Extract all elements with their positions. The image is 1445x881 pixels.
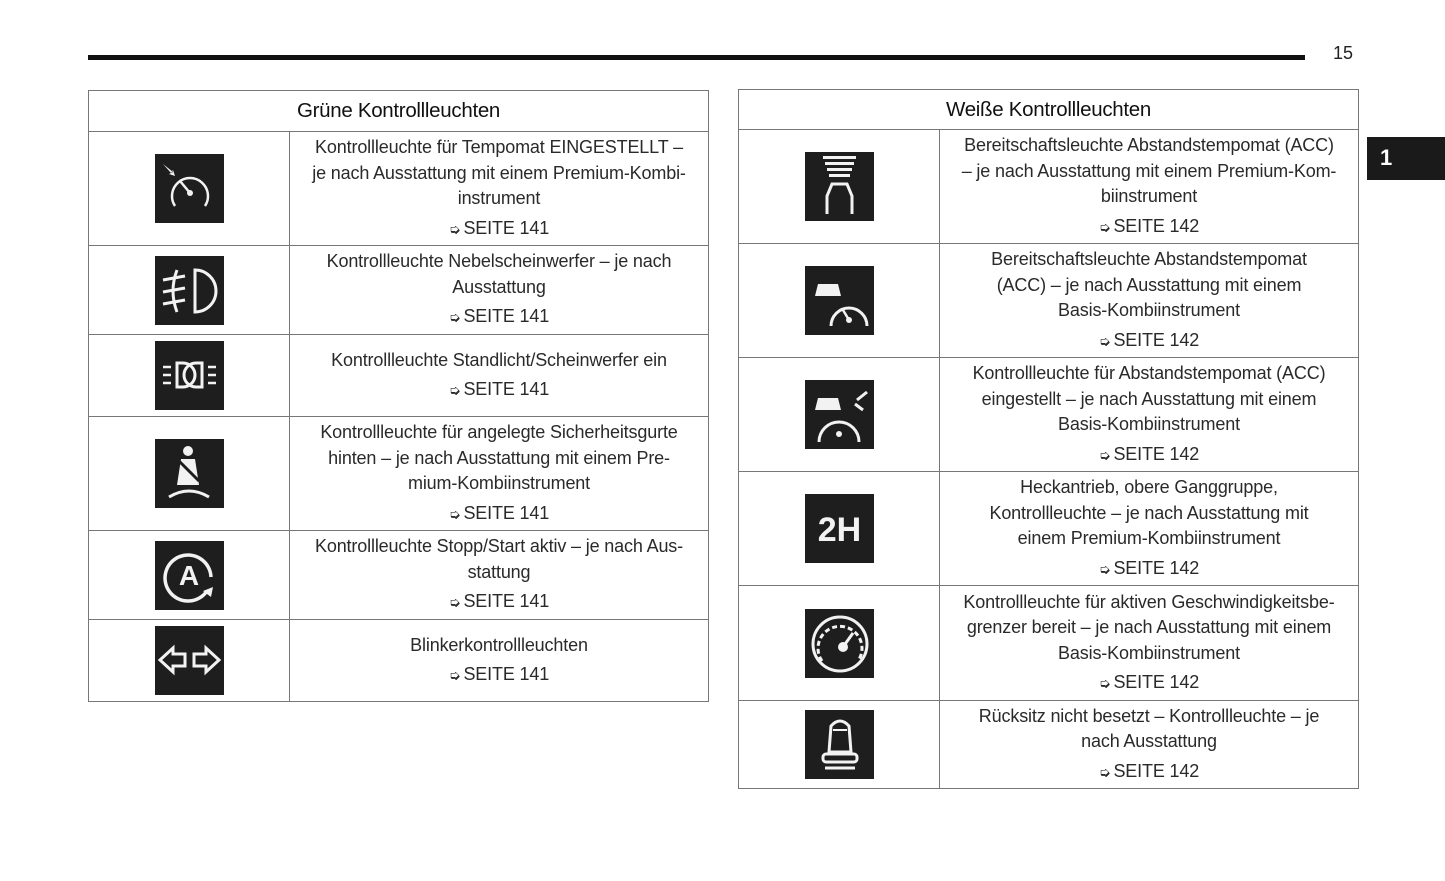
description-line: Kontrollleuchte – je nach Ausstattung mit bbox=[989, 502, 1309, 523]
arrow-right-icon: ➭ bbox=[448, 667, 461, 683]
page-reference-link[interactable] bbox=[290, 216, 708, 243]
header-rule bbox=[88, 55, 1305, 60]
arrow-right-icon: ➭ bbox=[448, 309, 461, 326]
description-cell bbox=[290, 620, 709, 702]
page-reference-link[interactable] bbox=[290, 304, 708, 331]
page-reference-text: SEITE 141 bbox=[463, 664, 550, 684]
icon-cell bbox=[739, 701, 940, 789]
page-reference-text: SEITE 141 bbox=[463, 306, 550, 327]
white-indicators-table bbox=[738, 89, 1359, 789]
description-line: grenzer bereit – je nach Ausstattung mit einem bbox=[966, 617, 1332, 637]
description-line: stattung bbox=[467, 561, 531, 582]
description-line: Basis-Kombiinstrument bbox=[1058, 300, 1240, 320]
description-cell bbox=[940, 244, 1359, 358]
description-cell bbox=[940, 130, 1359, 244]
arrow-right-icon: ➭ bbox=[448, 220, 461, 237]
description-cell bbox=[940, 358, 1359, 472]
page-reference-text: SEITE 141 bbox=[463, 217, 550, 238]
description-line: Rücksitz nicht besetzt – Kontrollleuchte – je bbox=[978, 705, 1320, 726]
page-reference-link[interactable] bbox=[290, 501, 708, 528]
page-number: 15 bbox=[1333, 43, 1354, 63]
icon-cell bbox=[89, 620, 290, 702]
table-row bbox=[89, 417, 709, 531]
arrow-right-icon: ➭ bbox=[1098, 675, 1111, 691]
description-line: nach Ausstattung bbox=[1081, 731, 1217, 752]
page-reference-text: SEITE 142 bbox=[1113, 672, 1200, 692]
page-reference-link[interactable] bbox=[290, 377, 708, 404]
table-row bbox=[739, 472, 1359, 586]
description-cell bbox=[290, 335, 709, 417]
page-reference-text: SEITE 142 bbox=[1113, 557, 1200, 578]
description-cell bbox=[290, 531, 709, 620]
arrow-right-icon: ➭ bbox=[1098, 218, 1111, 235]
page-reference-link[interactable] bbox=[940, 670, 1358, 697]
table-row bbox=[89, 246, 709, 335]
description-line: Bereitschaftsleuchte Abstandstempomat (ACC) bbox=[964, 135, 1334, 155]
arrow-right-icon: ➭ bbox=[1098, 560, 1111, 577]
acc-set-icon bbox=[805, 380, 874, 449]
description-line: Kontrollleuchte für Abstandstempomat (ACC) bbox=[972, 363, 1326, 383]
arrow-right-icon: ➭ bbox=[448, 505, 461, 522]
description-line: Kontrollleuchte Nebelscheinwerfer – je nach bbox=[326, 251, 672, 272]
icon-cell bbox=[739, 130, 940, 244]
description-line: einem Premium-Kombiinstrument bbox=[1017, 528, 1281, 548]
arrow-right-icon: ➭ bbox=[1098, 332, 1111, 349]
description-line: biinstrument bbox=[1100, 186, 1198, 206]
description-cell bbox=[290, 417, 709, 531]
icon-cell bbox=[739, 472, 940, 586]
turn-signal-icon bbox=[155, 626, 224, 695]
table-title: Weiße Kontrollleuchten bbox=[739, 90, 1359, 130]
page-reference-link[interactable] bbox=[940, 759, 1358, 786]
seatbelt-icon bbox=[155, 439, 224, 508]
table-row bbox=[739, 358, 1359, 472]
icon-cell bbox=[739, 586, 940, 701]
page-reference-text: SEITE 142 bbox=[1113, 215, 1200, 236]
description-line: (ACC) – je nach Ausstattung mit einem bbox=[996, 274, 1302, 295]
description-cell bbox=[940, 472, 1359, 586]
description-line: je nach Ausstattung mit einem Premium-Kombi- bbox=[312, 162, 686, 183]
description-line: Kontrollleuchte Stopp/Start aktiv – je nach Aus- bbox=[314, 536, 683, 557]
parking-light-icon bbox=[155, 341, 224, 410]
description-line: instrument bbox=[457, 188, 541, 208]
icon-cell bbox=[89, 417, 290, 531]
page-reference-text: SEITE 141 bbox=[463, 379, 550, 399]
description-line: eingestellt – je nach Ausstattung mit einem bbox=[981, 388, 1317, 409]
description-line: mium-Kombiinstrument bbox=[407, 473, 591, 493]
svg-text:A: A bbox=[178, 559, 199, 591]
table-row bbox=[89, 620, 709, 702]
description-cell bbox=[290, 132, 709, 246]
table-row bbox=[739, 244, 1359, 358]
description-line: Basis-Kombiinstrument bbox=[1058, 414, 1240, 434]
page-reference-text: SEITE 142 bbox=[1113, 329, 1200, 350]
table-row bbox=[89, 531, 709, 620]
page-reference-link[interactable] bbox=[940, 556, 1358, 583]
page-reference-text: SEITE 141 bbox=[463, 502, 550, 523]
page-reference-link[interactable] bbox=[940, 442, 1358, 469]
description-cell bbox=[940, 586, 1359, 701]
table-row bbox=[89, 335, 709, 417]
description-line: Heckantrieb, obere Ganggruppe, bbox=[1020, 477, 1278, 497]
arrow-right-icon: ➭ bbox=[448, 382, 461, 398]
description-line: Basis-Kombiinstrument bbox=[1058, 642, 1240, 663]
table-row bbox=[739, 586, 1359, 701]
icon-label: 2H bbox=[817, 511, 861, 549]
acc-ready-premium-icon bbox=[805, 152, 874, 221]
description-line: Kontrollleuchte für angelegte Sicherheitsgurte bbox=[320, 422, 678, 442]
arrow-right-icon: ➭ bbox=[448, 594, 461, 611]
description-line: Kontrollleuchte für Tempomat EINGESTELLT – bbox=[315, 137, 683, 157]
description-line: Bereitschaftsleuchte Abstandstempomat bbox=[991, 249, 1307, 269]
table-row bbox=[89, 132, 709, 246]
page-reference-link[interactable] bbox=[940, 328, 1358, 355]
icon-cell bbox=[739, 358, 940, 472]
table-row bbox=[739, 130, 1359, 244]
description-line: hinten – je nach Ausstattung mit einem Pre- bbox=[328, 447, 670, 468]
table-title: Grüne Kontrollleuchten bbox=[89, 91, 709, 132]
table-row bbox=[739, 701, 1359, 789]
arrow-right-icon: ➭ bbox=[1098, 763, 1111, 780]
icon-cell bbox=[89, 335, 290, 417]
speed-limiter-icon bbox=[805, 609, 874, 678]
description-cell bbox=[290, 246, 709, 335]
icon-cell bbox=[89, 246, 290, 335]
description-line: Ausstattung bbox=[452, 276, 546, 297]
arrow-right-icon: ➭ bbox=[1098, 446, 1111, 463]
page-reference-link[interactable] bbox=[940, 214, 1358, 241]
stop-start-icon bbox=[155, 541, 224, 610]
description-line: Kontrollleuchte für aktiven Geschwindigkeitsbe- bbox=[963, 591, 1335, 612]
description-line: Kontrollleuchte Standlicht/Scheinwerfer ein bbox=[331, 349, 667, 370]
icon-cell bbox=[89, 132, 290, 246]
description-line: – je nach Ausstattung mit einem Premium-Kom- bbox=[961, 160, 1337, 181]
rear-seat-icon bbox=[805, 710, 874, 779]
green-indicators-table bbox=[88, 90, 709, 702]
cruise-control-set-icon bbox=[155, 154, 224, 223]
page-reference-text: SEITE 142 bbox=[1113, 760, 1200, 781]
description-line: Blinkerkontrollleuchten bbox=[410, 634, 588, 655]
icon-cell bbox=[739, 244, 940, 358]
fog-light-icon bbox=[155, 256, 224, 325]
description-cell bbox=[940, 701, 1359, 789]
page-reference-text: SEITE 142 bbox=[1113, 443, 1200, 464]
2h-icon bbox=[805, 494, 874, 563]
page-reference-link[interactable] bbox=[290, 589, 708, 616]
acc-ready-basic-icon bbox=[805, 266, 874, 335]
icon-cell bbox=[89, 531, 290, 620]
page-reference-link[interactable] bbox=[290, 662, 708, 689]
chapter-tab: 1 bbox=[1367, 137, 1445, 180]
page-reference-text: SEITE 141 bbox=[463, 591, 550, 612]
